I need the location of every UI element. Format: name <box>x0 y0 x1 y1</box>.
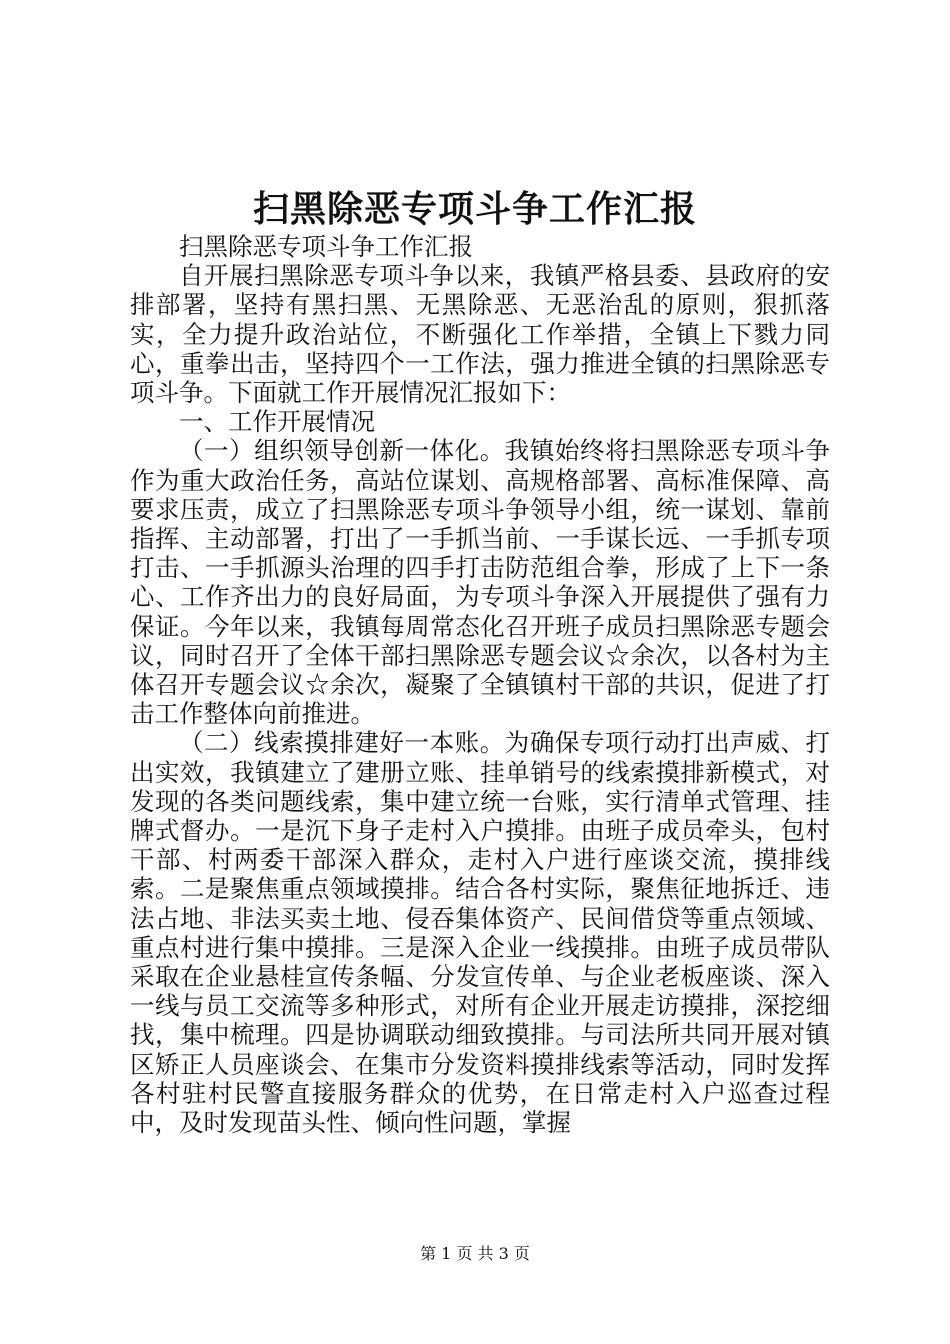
paragraph-intro: 自开展扫黑除恶专项斗争以来，我镇严格县委、县政府的安排部署，坚持有黑扫黑、无黑除恶、无恶治乱的原则，狠抓落实，全力提升政治站位，不断强化工作举措，全镇上下戮力同心，重拳出击，坚持四个一工作法，强力推进全镇的扫黑除恶专项斗争。下面就工作开展情况汇报如下： <box>130 261 830 408</box>
page-footer: 第 1 页 共 3 页 <box>420 1244 530 1263</box>
paragraph-section-2: （二）线索摸排建好一本账。为确保专项行动打出声威、打出实效，我镇建立了建册立账、挂单销号的线索摸排新模式，对发现的各类问题线索，集中建立统一台账，实行清单式管理、挂牌式督办。一是沉下身子走村入户摸排。由班子成员牵头，包村干部、村两委干部深入群众，走村入户进行座谈交流，摸排线索。二是聚焦重点领域摸排。结合各村实际，聚焦征地拆迁、违法占地、非法买卖土地、侵吞集体资产、民间借贷等重点领域、重点村进行集中摸排。三是深入企业一线摸排。由班子成员带队采取在企业悬桂宣传条幅、分发宣传单、与企业老板座谈、深入一线与员工交流等多种形式，对所有企业开展走访摸排，深挖细找，集中梳理。四是协调联动细致摸排。与司法所共同开展对镇区矫正人员座谈会、在集市分发资料摸排线索等活动，同时发挥各村驻村民警直接服务群众的优势，在日常走村入户巡查过程中，及时发现苗头性、倾向性问题，掌握 <box>130 728 830 1138</box>
paragraph-subtitle: 扫黑除恶专项斗争工作汇报 <box>179 232 473 261</box>
paragraph-section-1: （一）组织领导创新一体化。我镇始终将扫黑除恶专项斗争作为重大政治任务，高站位谋划、高规格部署、高标准保障、高要求压责，成立了扫黑除恶专项斗争领导小组，统一谋划、靠前指挥、主动部署，打出了一手抓当前、一手谋长远、一手抓专项打击、一手抓源头治理的四手打击防范组合拳，形成了上下一条心、工作齐出力的良好局面，为专项斗争深入开展提供了强有力保证。今年以来，我镇每周常态化召开班子成员扫黑除恶专题会议，同时召开了全体干部扫黑除恶专题会议☆余次，以各村为主体召开专题会议☆余次，凝聚了全镇镇村干部的共识，促进了打击工作整体向前推进。 <box>130 436 830 729</box>
document-title: 扫黑除恶专项斗争工作汇报 <box>252 188 697 230</box>
document-body <box>130 232 830 1137</box>
section-heading: 一、工作开展情况 <box>179 407 375 437</box>
